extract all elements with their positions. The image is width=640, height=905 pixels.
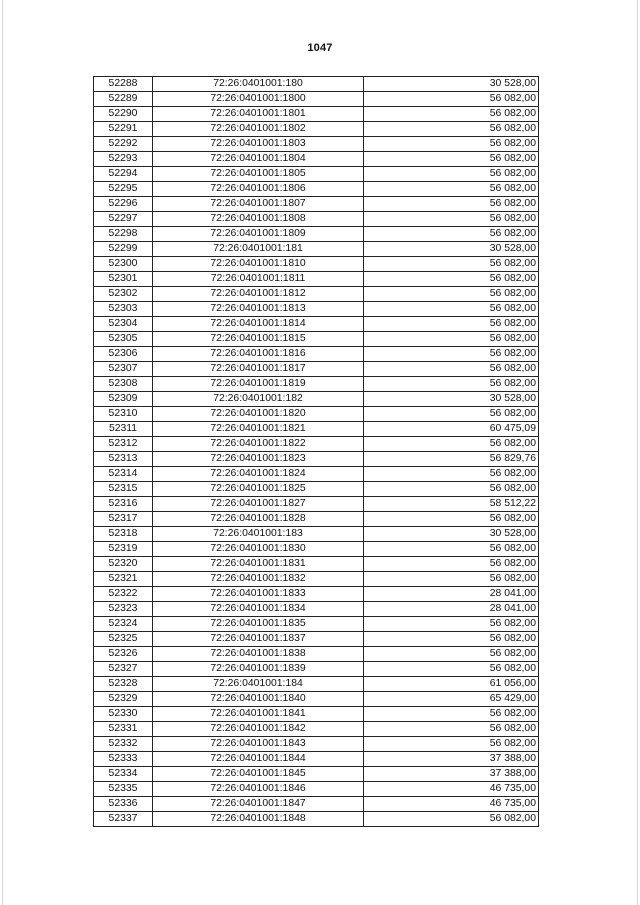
cadastral-value-cell: 56 082,00: [364, 737, 539, 752]
table-row: [94, 707, 539, 722]
table-row: [94, 257, 539, 272]
row-number-cell: 52337: [94, 812, 153, 827]
cadastral-value-cell: 30 528,00: [364, 392, 539, 407]
cadastral-value-cell: 56 082,00: [364, 182, 539, 197]
row-number-cell: 52329: [94, 692, 153, 707]
cadastral-value-cell: 56 082,00: [364, 707, 539, 722]
row-number-cell: 52316: [94, 497, 153, 512]
cadastral-number-cell: 72:26:0401001:1830: [153, 542, 364, 557]
scan-edge-right: [637, 0, 638, 905]
table-row: [94, 92, 539, 107]
cadastral-value-cell: 56 082,00: [364, 557, 539, 572]
cadastral-value-cell: 56 082,00: [364, 722, 539, 737]
table-row: [94, 587, 539, 602]
cadastral-number-cell: 72:26:0401001:1842: [153, 722, 364, 737]
row-number-cell: 52310: [94, 407, 153, 422]
cadastral-value-cell: 58 512,22: [364, 497, 539, 512]
cadastral-number-cell: 72:26:0401001:1839: [153, 662, 364, 677]
cadastral-number-cell: 72:26:0401001:1847: [153, 797, 364, 812]
table-row: [94, 362, 539, 377]
table-row: [94, 602, 539, 617]
cadastral-number-cell: 72:26:0401001:1832: [153, 572, 364, 587]
row-number-cell: 52318: [94, 527, 153, 542]
cadastral-number-cell: 72:26:0401001:1833: [153, 587, 364, 602]
cadastral-number-cell: 72:26:0401001:1838: [153, 647, 364, 662]
table-row: [94, 212, 539, 227]
table-row: [94, 677, 539, 692]
cadastral-number-cell: 72:26:0401001:1819: [153, 377, 364, 392]
cadastral-number-cell: 72:26:0401001:1816: [153, 347, 364, 362]
cadastral-value-cell: 56 082,00: [364, 92, 539, 107]
table-row: [94, 377, 539, 392]
row-number-cell: 52330: [94, 707, 153, 722]
cadastral-number-cell: 72:26:0401001:184: [153, 677, 364, 692]
table-row: [94, 107, 539, 122]
cadastral-number-cell: 72:26:0401001:1837: [153, 632, 364, 647]
table-row: [94, 122, 539, 137]
cadastral-number-cell: 72:26:0401001:1803: [153, 137, 364, 152]
row-number-cell: 52331: [94, 722, 153, 737]
table-row: [94, 797, 539, 812]
row-number-cell: 52305: [94, 332, 153, 347]
row-number-cell: 52328: [94, 677, 153, 692]
table-row: [94, 182, 539, 197]
table-row: [94, 77, 539, 92]
table-row: [94, 497, 539, 512]
row-number-cell: 52311: [94, 422, 153, 437]
table-row: [94, 692, 539, 707]
cadastral-number-cell: 72:26:0401001:1814: [153, 317, 364, 332]
row-number-cell: 52307: [94, 362, 153, 377]
cadastral-value-cell: 56 082,00: [364, 287, 539, 302]
row-number-cell: 52313: [94, 452, 153, 467]
cadastral-number-cell: 72:26:0401001:1804: [153, 152, 364, 167]
row-number-cell: 52308: [94, 377, 153, 392]
cadastral-number-cell: 72:26:0401001:1828: [153, 512, 364, 527]
row-number-cell: 52292: [94, 137, 153, 152]
cadastral-number-cell: 72:26:0401001:1823: [153, 452, 364, 467]
cadastral-value-cell: 56 082,00: [364, 647, 539, 662]
cadastral-number-cell: 72:26:0401001:1848: [153, 812, 364, 827]
cadastral-number-cell: 72:26:0401001:1820: [153, 407, 364, 422]
table-row: [94, 527, 539, 542]
cadastral-value-cell: 56 082,00: [364, 437, 539, 452]
row-number-cell: 52312: [94, 437, 153, 452]
cadastral-value-cell: 56 082,00: [364, 227, 539, 242]
cadastral-number-cell: 72:26:0401001:182: [153, 392, 364, 407]
cadastral-value-cell: 56 082,00: [364, 107, 539, 122]
table-row: [94, 302, 539, 317]
cadastral-number-cell: 72:26:0401001:1812: [153, 287, 364, 302]
row-number-cell: 52301: [94, 272, 153, 287]
row-number-cell: 52304: [94, 317, 153, 332]
row-number-cell: 52299: [94, 242, 153, 257]
row-number-cell: 52327: [94, 662, 153, 677]
cadastral-value-cell: 46 735,00: [364, 797, 539, 812]
cadastral-number-cell: 72:26:0401001:1843: [153, 737, 364, 752]
cadastral-number-cell: 72:26:0401001:1806: [153, 182, 364, 197]
table-row: [94, 557, 539, 572]
cadastral-value-cell: 46 735,00: [364, 782, 539, 797]
row-number-cell: 52332: [94, 737, 153, 752]
row-number-cell: 52291: [94, 122, 153, 137]
table-row: [94, 752, 539, 767]
cadastral-value-cell: 30 528,00: [364, 527, 539, 542]
table-row: [94, 317, 539, 332]
cadastral-value-cell: 56 082,00: [364, 662, 539, 677]
cadastral-number-cell: 72:26:0401001:1809: [153, 227, 364, 242]
table-row: [94, 272, 539, 287]
row-number-cell: 52336: [94, 797, 153, 812]
cadastral-value-cell: 56 082,00: [364, 122, 539, 137]
table-row: [94, 167, 539, 182]
row-number-cell: 52289: [94, 92, 153, 107]
table-row: [94, 767, 539, 782]
table-row: [94, 407, 539, 422]
cadastral-number-cell: 72:26:0401001:1841: [153, 707, 364, 722]
row-number-cell: 52326: [94, 647, 153, 662]
cadastral-number-cell: 72:26:0401001:1827: [153, 497, 364, 512]
row-number-cell: 52324: [94, 617, 153, 632]
table-row: [94, 647, 539, 662]
cadastral-number-cell: 72:26:0401001:183: [153, 527, 364, 542]
cadastral-value-cell: 56 082,00: [364, 512, 539, 527]
cadastral-value-cell: 61 056,00: [364, 677, 539, 692]
row-number-cell: 52295: [94, 182, 153, 197]
table-row: [94, 737, 539, 752]
table-row: [94, 617, 539, 632]
page-number: 1047: [307, 42, 333, 54]
cadastral-number-cell: 72:26:0401001:181: [153, 242, 364, 257]
cadastral-value-cell: 56 082,00: [364, 257, 539, 272]
table-body: [94, 77, 539, 827]
cadastral-value-cell: 56 082,00: [364, 317, 539, 332]
row-number-cell: 52294: [94, 167, 153, 182]
table-row: [94, 467, 539, 482]
cadastral-value-table: [93, 76, 539, 827]
cadastral-value-cell: 56 082,00: [364, 347, 539, 362]
row-number-cell: 52333: [94, 752, 153, 767]
cadastral-value-cell: 56 829,76: [364, 452, 539, 467]
cadastral-value-cell: 56 082,00: [364, 167, 539, 182]
registry-table-container: [93, 76, 536, 827]
cadastral-value-cell: 56 082,00: [364, 542, 539, 557]
cadastral-value-cell: 37 388,00: [364, 767, 539, 782]
row-number-cell: 52290: [94, 107, 153, 122]
table-row: [94, 242, 539, 257]
row-number-cell: 52319: [94, 542, 153, 557]
cadastral-number-cell: 72:26:0401001:1802: [153, 122, 364, 137]
row-number-cell: 52293: [94, 152, 153, 167]
table-row: [94, 227, 539, 242]
row-number-cell: 52321: [94, 572, 153, 587]
cadastral-value-cell: 56 082,00: [364, 362, 539, 377]
cadastral-number-cell: 72:26:0401001:1811: [153, 272, 364, 287]
cadastral-number-cell: 72:26:0401001:1813: [153, 302, 364, 317]
row-number-cell: 52334: [94, 767, 153, 782]
table-row: [94, 437, 539, 452]
cadastral-value-cell: 28 041,00: [364, 602, 539, 617]
cadastral-number-cell: 72:26:0401001:1815: [153, 332, 364, 347]
table-row: [94, 512, 539, 527]
table-row: [94, 422, 539, 437]
cadastral-number-cell: 72:26:0401001:1825: [153, 482, 364, 497]
table-row: [94, 722, 539, 737]
cadastral-value-cell: 56 082,00: [364, 467, 539, 482]
row-number-cell: 52309: [94, 392, 153, 407]
cadastral-value-cell: 56 082,00: [364, 302, 539, 317]
table-row: [94, 287, 539, 302]
cadastral-value-cell: 56 082,00: [364, 482, 539, 497]
row-number-cell: 52300: [94, 257, 153, 272]
cadastral-value-cell: 56 082,00: [364, 332, 539, 347]
table-row: [94, 542, 539, 557]
table-row: [94, 662, 539, 677]
row-number-cell: 52320: [94, 557, 153, 572]
cadastral-number-cell: 72:26:0401001:1807: [153, 197, 364, 212]
row-number-cell: 52317: [94, 512, 153, 527]
cadastral-number-cell: 72:26:0401001:1821: [153, 422, 364, 437]
cadastral-number-cell: 72:26:0401001:1846: [153, 782, 364, 797]
cadastral-number-cell: 72:26:0401001:1834: [153, 602, 364, 617]
row-number-cell: 52306: [94, 347, 153, 362]
cadastral-number-cell: 72:26:0401001:1805: [153, 167, 364, 182]
row-number-cell: 52302: [94, 287, 153, 302]
row-number-cell: 52296: [94, 197, 153, 212]
table-row: [94, 782, 539, 797]
table-row: [94, 152, 539, 167]
cadastral-value-cell: 56 082,00: [364, 812, 539, 827]
cadastral-value-cell: 56 082,00: [364, 377, 539, 392]
row-number-cell: 52315: [94, 482, 153, 497]
cadastral-value-cell: 60 475,09: [364, 422, 539, 437]
cadastral-value-cell: 56 082,00: [364, 632, 539, 647]
cadastral-value-cell: 30 528,00: [364, 242, 539, 257]
table-row: [94, 482, 539, 497]
cadastral-number-cell: 72:26:0401001:1844: [153, 752, 364, 767]
row-number-cell: 52288: [94, 77, 153, 92]
cadastral-value-cell: 65 429,00: [364, 692, 539, 707]
cadastral-value-cell: 56 082,00: [364, 212, 539, 227]
cadastral-number-cell: 72:26:0401001:1817: [153, 362, 364, 377]
row-number-cell: 52322: [94, 587, 153, 602]
table-row: [94, 347, 539, 362]
table-row: [94, 572, 539, 587]
cadastral-number-cell: 72:26:0401001:1831: [153, 557, 364, 572]
cadastral-value-cell: 56 082,00: [364, 272, 539, 287]
cadastral-number-cell: 72:26:0401001:180: [153, 77, 364, 92]
row-number-cell: 52303: [94, 302, 153, 317]
cadastral-number-cell: 72:26:0401001:1801: [153, 107, 364, 122]
cadastral-number-cell: 72:26:0401001:1840: [153, 692, 364, 707]
cadastral-number-cell: 72:26:0401001:1800: [153, 92, 364, 107]
cadastral-value-cell: 28 041,00: [364, 587, 539, 602]
row-number-cell: 52323: [94, 602, 153, 617]
cadastral-number-cell: 72:26:0401001:1845: [153, 767, 364, 782]
row-number-cell: 52297: [94, 212, 153, 227]
row-number-cell: 52314: [94, 467, 153, 482]
table-row: [94, 812, 539, 827]
cadastral-value-cell: 56 082,00: [364, 137, 539, 152]
table-row: [94, 452, 539, 467]
cadastral-number-cell: 72:26:0401001:1810: [153, 257, 364, 272]
cadastral-number-cell: 72:26:0401001:1808: [153, 212, 364, 227]
row-number-cell: 52325: [94, 632, 153, 647]
cadastral-value-cell: 37 388,00: [364, 752, 539, 767]
row-number-cell: 52335: [94, 782, 153, 797]
cadastral-number-cell: 72:26:0401001:1835: [153, 617, 364, 632]
table-row: [94, 332, 539, 347]
cadastral-value-cell: 30 528,00: [364, 77, 539, 92]
table-row: [94, 197, 539, 212]
table-row: [94, 137, 539, 152]
cadastral-value-cell: 56 082,00: [364, 572, 539, 587]
cadastral-number-cell: 72:26:0401001:1822: [153, 437, 364, 452]
cadastral-value-cell: 56 082,00: [364, 617, 539, 632]
cadastral-value-cell: 56 082,00: [364, 407, 539, 422]
cadastral-value-cell: 56 082,00: [364, 197, 539, 212]
cadastral-number-cell: 72:26:0401001:1824: [153, 467, 364, 482]
scan-edge-left: [2, 0, 3, 905]
table-row: [94, 392, 539, 407]
row-number-cell: 52298: [94, 227, 153, 242]
table-row: [94, 632, 539, 647]
cadastral-value-cell: 56 082,00: [364, 152, 539, 167]
